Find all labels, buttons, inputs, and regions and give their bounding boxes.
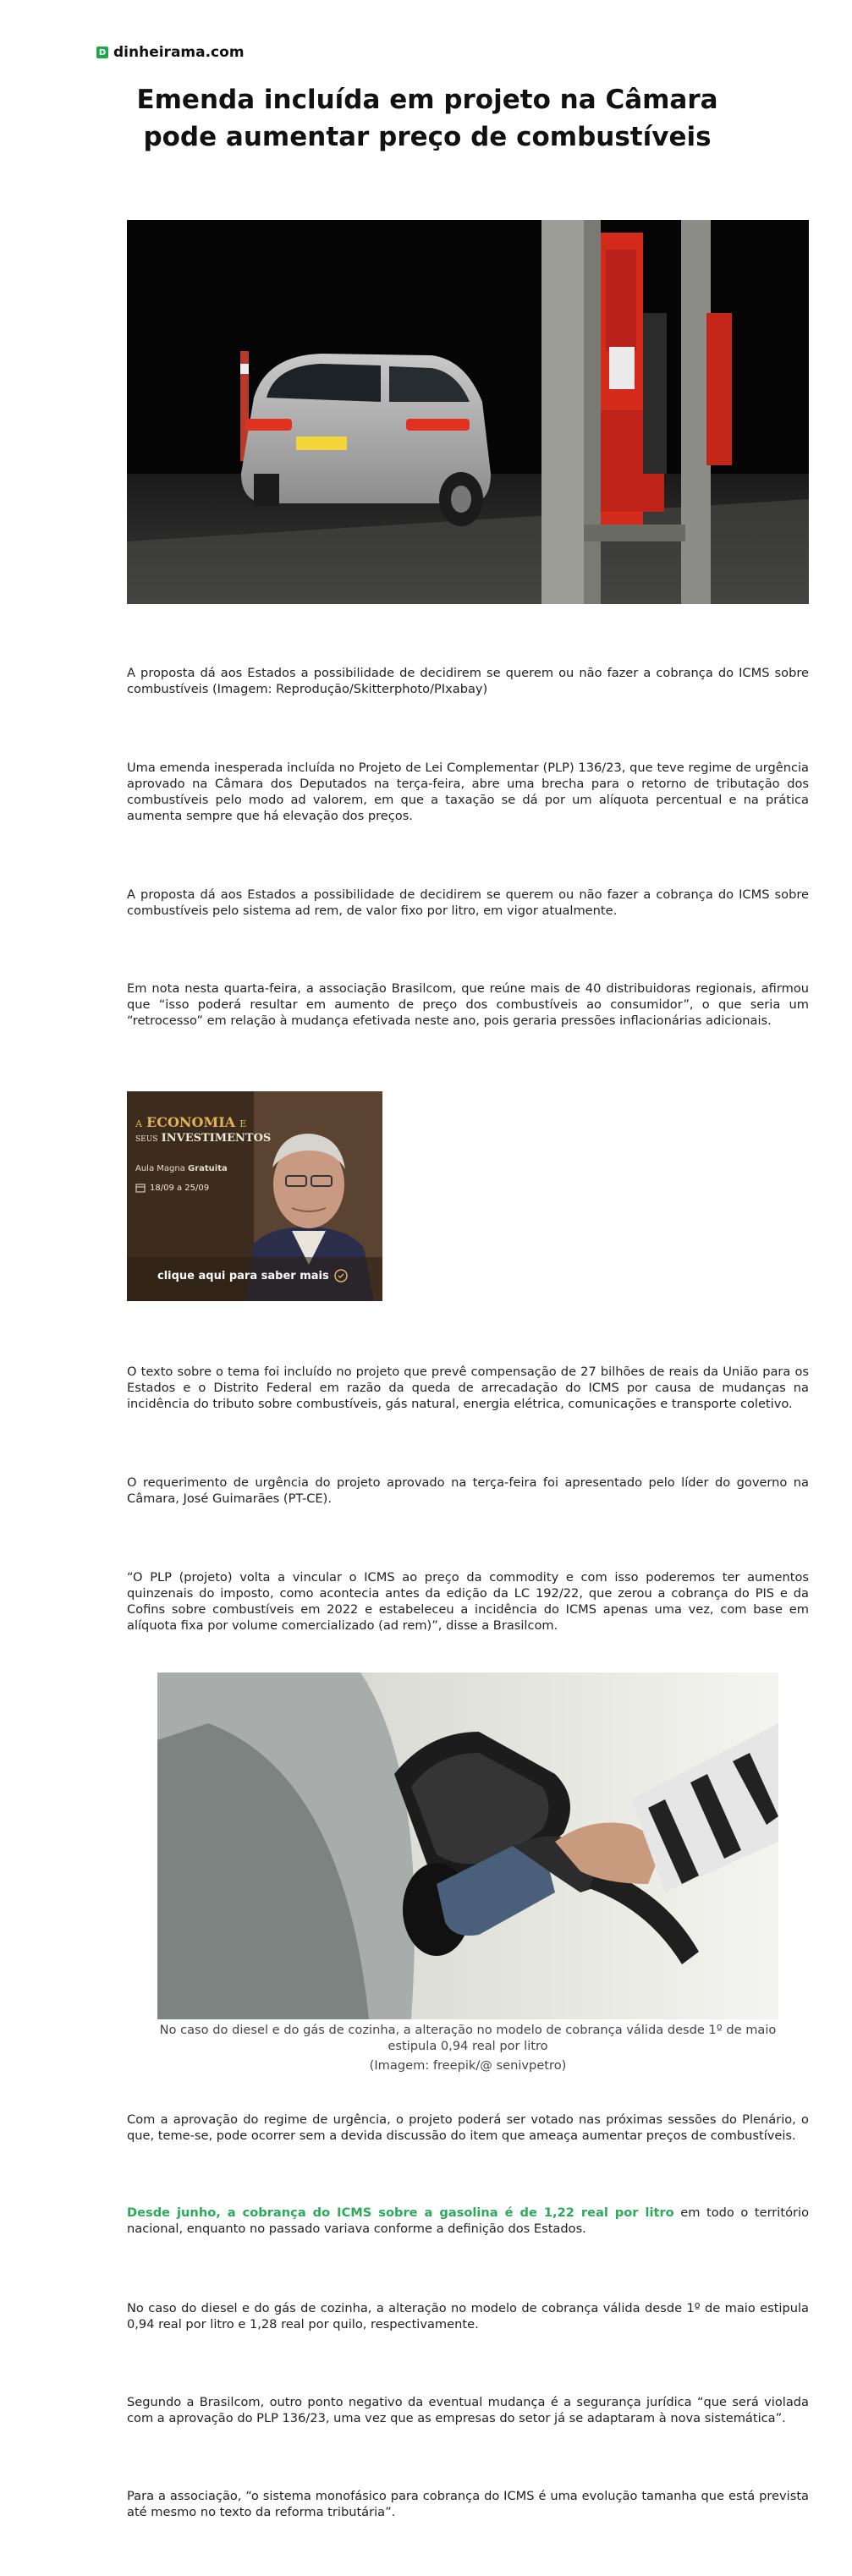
- article-paragraph: “O PLP (projeto) volta a vincular o ICMS ao preço da commodity e com isso poderemos ter aumentos quinzenais do imposto, como acontecia antes da edição da LC 192/22, que zerou a cobrança do PIS e da Cofins sobre combustíveis em 2022 e estabeleceu a incidência do ICMS apenas uma vez, com base em alíquota fixa por volume comercializado (ad rem)”, disse a Brasilcom.: [127, 1570, 809, 1633]
- ad-dates: 18/09 a 25/09: [135, 1183, 209, 1193]
- article-paragraph: Em nota nesta quarta-feira, a associação Brasilcom, que reúne mais de 40 distribuidoras regionais, afirmou que “isso poderá resultar em aumento de preço dos combustíveis ao consumidor”, o que seria um “retrocesso” em relação à mudança efetivada neste ano, pois geraria pressões inflacionárias adicionais.: [127, 981, 809, 1028]
- ad-title: A ECONOMIA E SEUS INVESTIMENTOS: [135, 1114, 272, 1145]
- logo-text: dinheirama.com: [113, 44, 245, 61]
- article-paragraph: Com a aprovação do regime de urgência, o projeto poderá ser votado nas próximas sessões do Plenário, o que, teme-se, pode ocorrer sem a devida discussão do item que ameaça aumentar preços de combustíveis.: [127, 2112, 809, 2143]
- fuel-nozzle-image: [157, 1672, 778, 2019]
- ad-banner[interactable]: [127, 1091, 382, 1301]
- logo-mark: D: [96, 47, 108, 58]
- highlight-paragraph: [127, 2205, 809, 2237]
- article-paragraph: Uma emenda inesperada incluída no Projeto de Lei Complementar (PLP) 136/23, que teve regime de urgência aprovado na Câmara dos Deputados na terça-feira, abre uma brecha para o retorno de tributação dos combustíveis pelo modo ad valorem, em que a taxação se dá por um alíquota percentual e na prática aumenta sempre que há elevação dos preços.: [127, 761, 809, 823]
- site-logo[interactable]: [96, 44, 245, 61]
- ad-cta[interactable]: clique aqui para saber mais: [157, 1269, 348, 1283]
- article-headline: Emenda incluída em projeto na Câmara pode aumentar preço de combustíveis: [136, 85, 718, 152]
- hero-caption: A proposta dá aos Estados a possibilidade de decidirem se querem ou não fazer a cobrança do ICMS sobre combustíveis (Imagem: Reprodução/Skitterphoto/PIxabay): [127, 666, 809, 696]
- fuel-image-credit: (Imagem: freepik/@ senivpetro): [369, 2058, 567, 2073]
- hero-image: [127, 220, 809, 604]
- article-paragraph: O requerimento de urgência do projeto aprovado na terça-feira foi apresentado pelo líder do governo na Câmara, José Guimarães (PT-CE).: [127, 1475, 809, 1506]
- check-circle-icon: [334, 1269, 348, 1283]
- article-paragraph: Para a associação, “o sistema monofásico para cobrança do ICMS é uma evolução tamanha que está prevista até mesmo no texto da reforma tributária”.: [127, 2489, 809, 2519]
- article-paragraph: No caso do diesel e do gás de cozinha, a alteração no modelo de cobrança válida desde 1º de maio estipula 0,94 real por litro e 1,28 real por quilo, respectivamente.: [127, 2301, 809, 2332]
- article-paragraph: O texto sobre o tema foi incluído no projeto que prevê compensação de 27 bilhões de reais da União para os Estados e o Distrito Federal em razão da queda de arrecadação do ICMS por causa de mudanças na incidência do tributo sobre combustíveis, gás natural, energia elétrica, comunicações e transporte coletivo.: [127, 1365, 809, 1411]
- highlight-rest: em todo o território nacional, enquanto no passado variava conforme a definição dos Estados.: [127, 2205, 809, 2236]
- ad-subtitle: Aula Magna Gratuita: [135, 1164, 228, 1173]
- calendar-icon: [135, 1183, 146, 1193]
- icms-gasolina-link[interactable]: Desde junho, a cobrança do ICMS sobre a gasolina é de 1,22 real por litro: [127, 2205, 674, 2220]
- article-paragraph: A proposta dá aos Estados a possibilidade de decidirem se querem ou não fazer a cobrança do ICMS sobre combustíveis pelo sistema ad rem, de valor fixo por litro, em vigor atualmente.: [127, 887, 809, 918]
- article-paragraph: Segundo a Brasilcom, outro ponto negativo da eventual mudança é a segurança jurídica “que será violada com a aprovação do PLP 136/23, uma vez que as empresas do setor já se adaptaram à nova sistemática”.: [127, 2395, 809, 2425]
- fuel-image-caption: No caso do diesel e do gás de cozinha, a alteração no modelo de cobrança válida desde 1º de maio estipula 0,94 real por litro: [159, 2023, 777, 2053]
